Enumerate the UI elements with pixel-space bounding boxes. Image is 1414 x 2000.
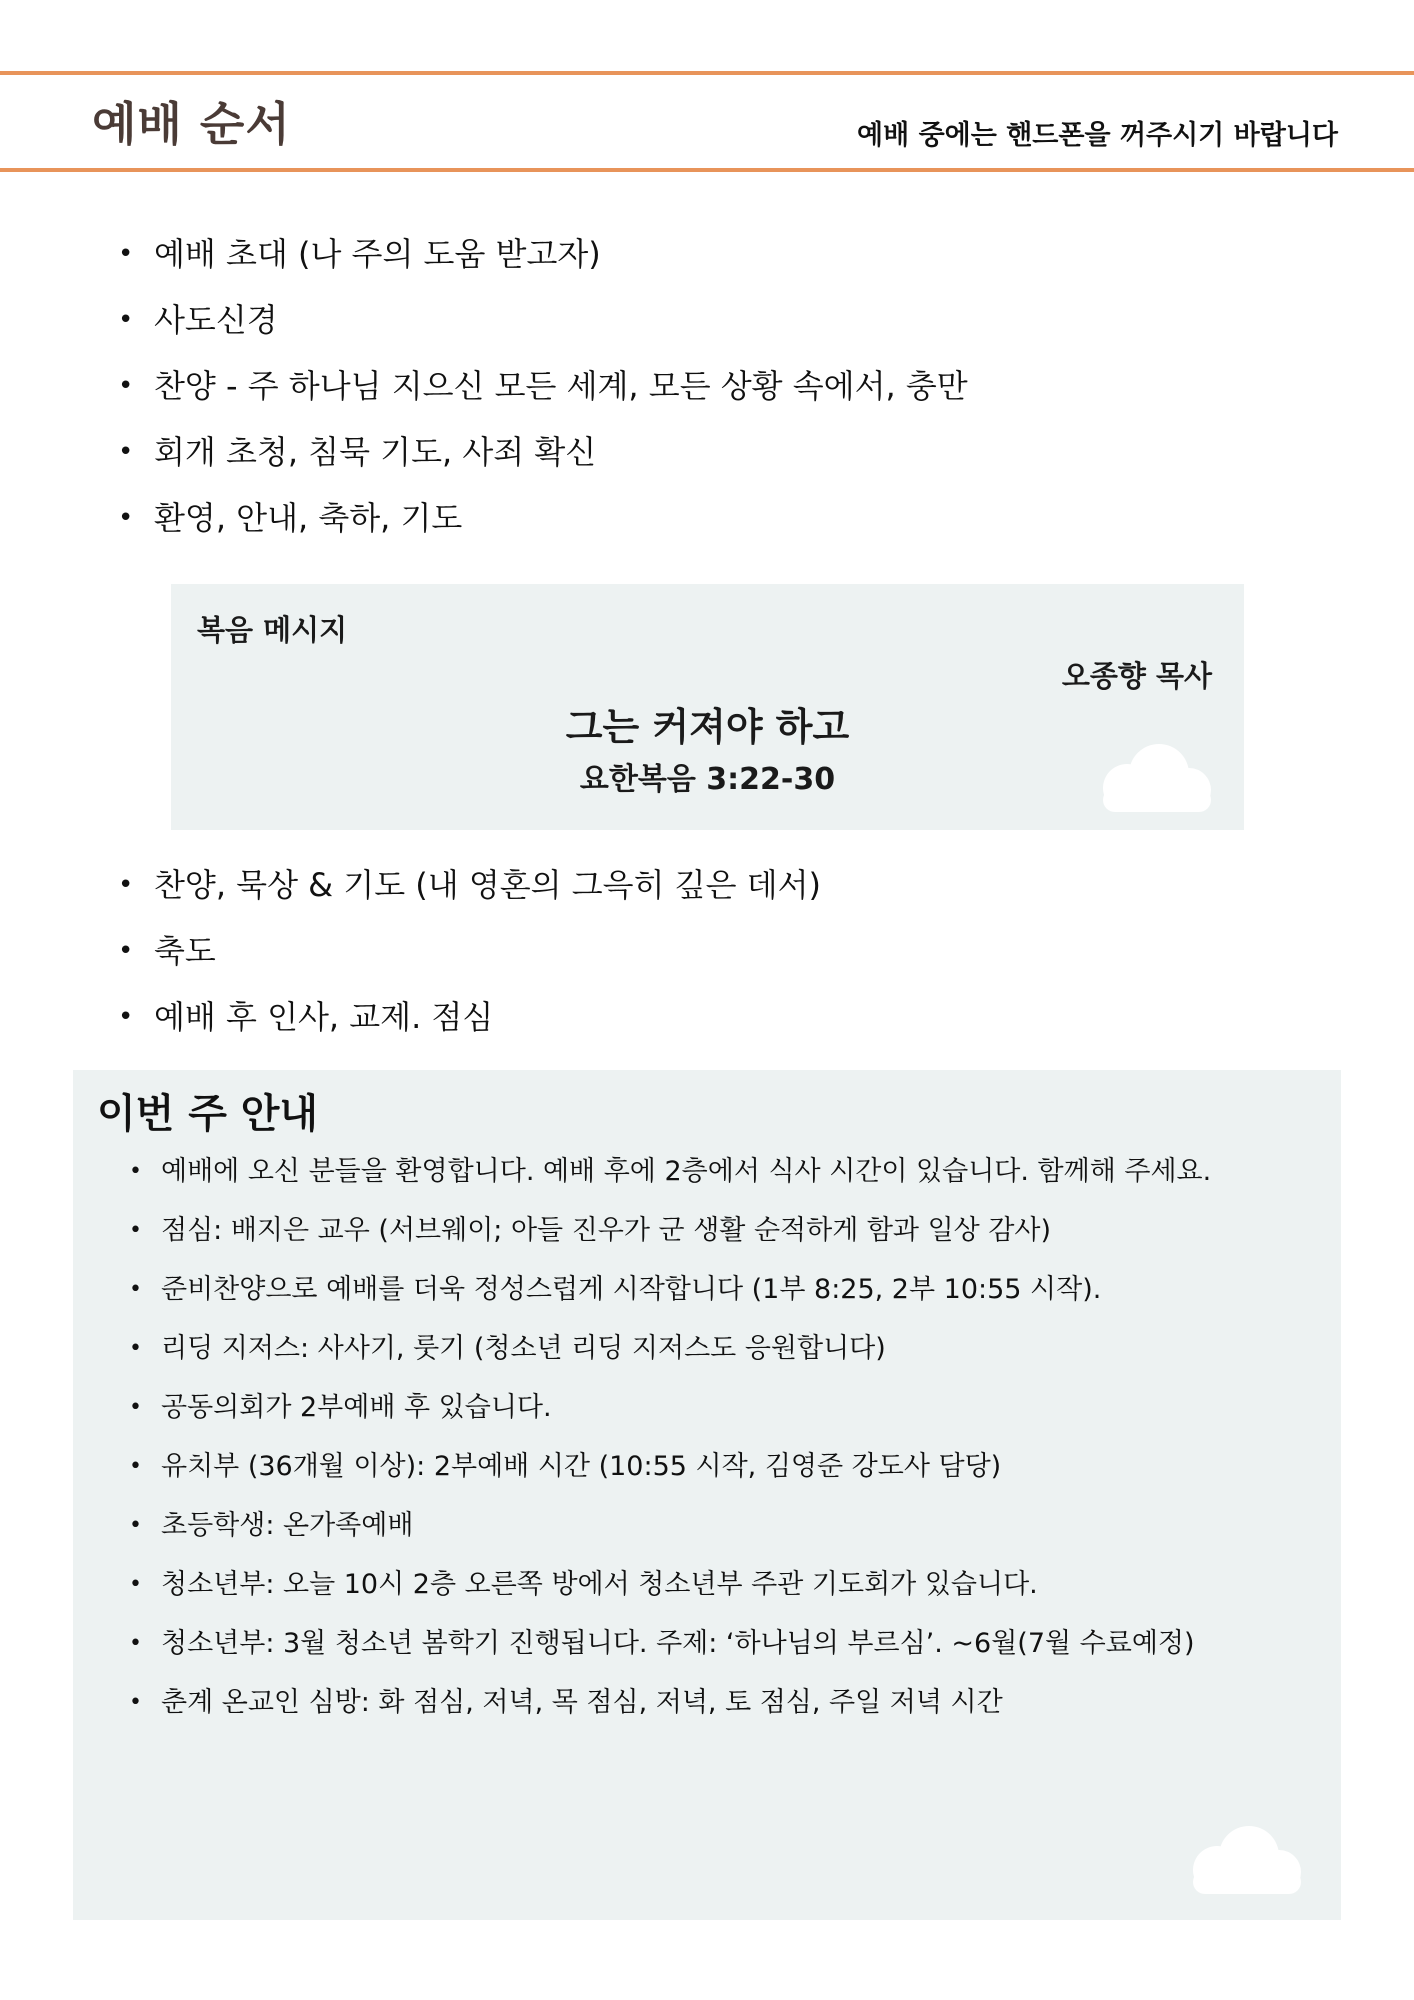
order-item: • 사도신경	[118, 287, 968, 353]
order-item: • 예배 초대 (나 주의 도움 받고자)	[118, 221, 968, 287]
notice-item: • 예배에 오신 분들을 환영합니다. 예배 후에 2층에서 식사 시간이 있습니다. 함께해 주세요.	[129, 1142, 1211, 1201]
notice-item: • 유치부 (36개월 이상): 2부예배 시간 (10:55 시작, 김영준 강도사 담당)	[129, 1437, 1211, 1496]
notice-item: • 점심: 배지은 교우 (서브웨이; 아들 진우가 군 생활 순적하게 함과 일상 감사)	[129, 1201, 1211, 1260]
preacher-name: 오종향 목사	[1061, 659, 1212, 693]
sermon-scripture: 요한복음 3:22-30	[579, 762, 836, 797]
phone-notice: 예배 중에는 핸드폰을 꺼주시기 바랍니다	[857, 120, 1338, 151]
order-item: • 축도	[118, 918, 821, 984]
notice-item: • 청소년부: 오늘 10시 2층 오른쪽 방에서 청소년부 주관 기도회가 있습니다.	[129, 1555, 1211, 1614]
worship-order-list	[118, 221, 968, 551]
notice-title: 이번 주 안내	[97, 1091, 319, 1137]
order-item: • 회개 초청, 침묵 기도, 사죄 확신	[118, 419, 968, 485]
header-top-rule	[0, 71, 1414, 75]
order-item: • 찬양 - 주 하나님 지으신 모든 세계, 모든 상황 속에서, 충만	[118, 353, 968, 419]
sermon-label: 복음 메시지	[197, 613, 348, 647]
cloud-icon	[1089, 742, 1221, 814]
weekly-notice-box	[73, 1070, 1341, 1920]
header-bottom-rule	[0, 168, 1414, 172]
notice-item: • 춘계 온교인 심방: 화 점심, 저녁, 목 점심, 저녁, 토 점심, 주일 저녁 시간	[129, 1673, 1211, 1732]
cloud-icon	[1179, 1824, 1311, 1896]
worship-order-list-continued	[118, 852, 821, 1050]
notice-item: • 청소년부: 3월 청소년 봄학기 진행됩니다. 주제: ‘하나님의 부르심’. ~6월(7월 수료예정)	[129, 1614, 1211, 1673]
notice-item: • 초등학생: 온가족예배	[129, 1496, 1211, 1555]
notice-list	[129, 1142, 1211, 1732]
sermon-title: 그는 커져야 하고	[565, 705, 850, 749]
notice-item: • 준비찬양으로 예배를 더욱 정성스럽게 시작합니다 (1부 8:25, 2부 10:55 시작).	[129, 1260, 1211, 1319]
order-item: • 찬양, 묵상 & 기도 (내 영혼의 그윽히 깊은 데서)	[118, 852, 821, 918]
notice-item: • 공동의회가 2부예배 후 있습니다.	[129, 1378, 1211, 1437]
sermon-box	[171, 584, 1244, 830]
page-title: 예배 순서	[92, 97, 291, 151]
order-item: • 환영, 안내, 축하, 기도	[118, 485, 968, 551]
notice-item: • 리딩 지저스: 사사기, 룻기 (청소년 리딩 지저스도 응원합니다)	[129, 1319, 1211, 1378]
order-item: • 예배 후 인사, 교제. 점심	[118, 984, 821, 1050]
